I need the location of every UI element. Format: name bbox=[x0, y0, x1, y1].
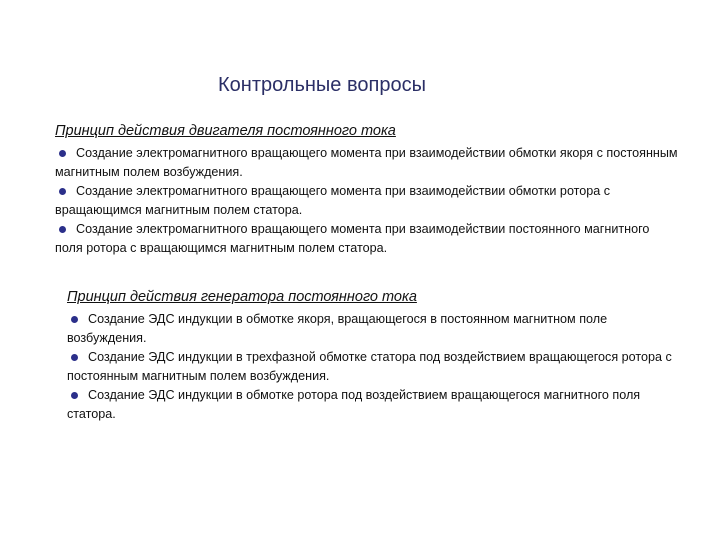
list-item-text: Создание ЭДС индукции в обмотке якоря, вращающегося в постоянном магнитном поле возбуждения. bbox=[67, 312, 608, 345]
bullet-icon bbox=[59, 226, 66, 233]
list-item-text: Создание ЭДС индукции в обмотке ротора под воздействием вращающегося магнитного поля статора. bbox=[67, 388, 641, 421]
list-item bbox=[55, 220, 680, 258]
slide-title: Контрольные вопросы bbox=[218, 74, 426, 96]
list-item-text: Создание ЭДС индукции в трехфазной обмотке статора под воздействием вращающегося ротора с постоянным магнитным полем возбуждения. bbox=[67, 350, 672, 383]
bullet-icon bbox=[59, 188, 66, 195]
list-item-text: Создание электромагнитного вращающего момента при взаимодействии постоянного магнитного поля ротора с вращающимся магнитным полем статора. bbox=[55, 222, 650, 255]
generator-principle-section bbox=[67, 288, 677, 424]
bullet-icon bbox=[71, 392, 78, 399]
motor-principle-section bbox=[55, 122, 680, 258]
list-item bbox=[67, 310, 677, 348]
generator-principle-heading: Принцип действия генератора постоянного тока bbox=[67, 289, 417, 305]
list-item bbox=[67, 348, 677, 386]
motor-principle-heading: Принцип действия двигателя постоянного тока bbox=[55, 123, 396, 139]
list-item-text: Создание электромагнитного вращающего момента при взаимодействии обмотки якоря с постоянным магнитным полем возбуждения. bbox=[55, 146, 678, 179]
list-item bbox=[55, 144, 680, 182]
list-item-text: Создание электромагнитного вращающего момента при взаимодействии обмотки ротора с вращающимся магнитным полем статора. bbox=[55, 184, 611, 217]
bullet-icon bbox=[71, 316, 78, 323]
bullet-icon bbox=[59, 150, 66, 157]
list-item bbox=[55, 182, 680, 220]
list-item bbox=[67, 386, 677, 424]
bullet-icon bbox=[71, 354, 78, 361]
